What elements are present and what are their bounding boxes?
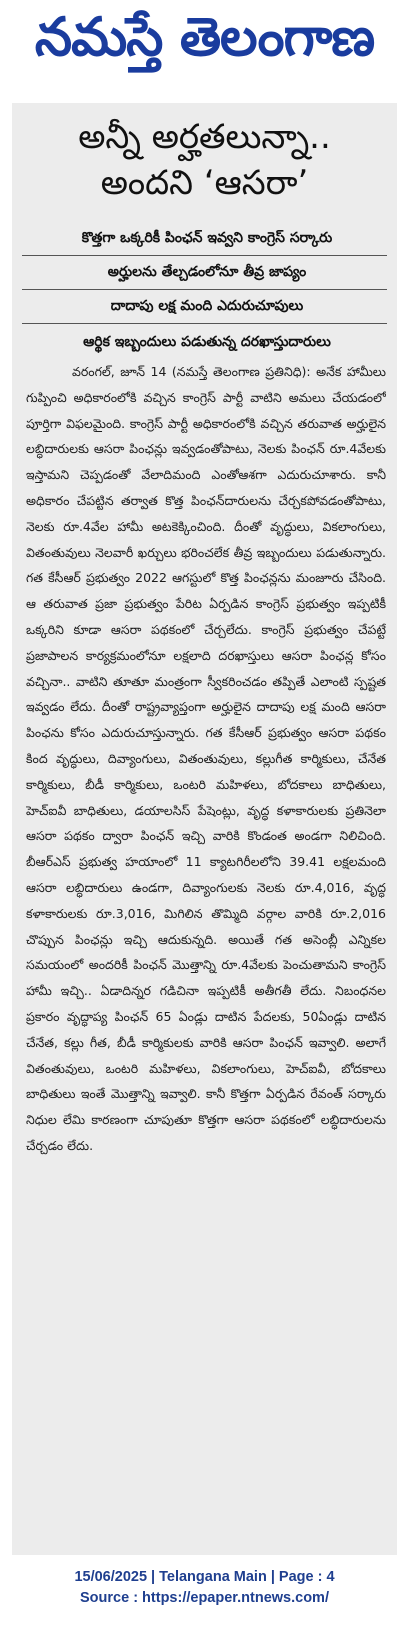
article-body: వరంగల్, జూన్ 14 (నమస్తే తెలంగాణ ప్రతినిధి): అనేక హామీలు గుప్పించి అధికారంలోకి వచ్చిన కాంగ్రెస్ పార్టీ వాటిని అమలు చేయడంలో పూర్తిగా విఫలమైంది. కాంగ్రెస్ పార్టీ అధికారంలోకి వచ్చిన తరువాత అర్హులైన లబ్ధిదారులకు ఆసరా పింఛన్లు ఇవ్వడంతోపాటు, నెలకు పింఛన్ రూ.4వేలకు ఇస్తామని చెప్పడంతో వేలాదిమంది ఎంతోఆశగా ఎదురుచూశారు. కానీ అధికారం చేపట్టిన తర్వాత కొత్త పింఛన్‌దారులను చేర్చకపోవడంతోపాటు, నెలకు రూ.4వేల హామీ అటకెక్కించింది. దీంతో వృద్ధులు, వికలాంగులు, వితంతువులు నెలవారీ ఖర్చులు భరించలేక తీవ్ర ఇబ్బందులు పడుతున్నారు. గత కేసీఆర్ ప్రభుత్వం 2022 ఆగస్టులో కొత్త పింఛన్లను మంజూరు చేసింది. ఆ తరువాత ప్రజా ప్రభుత్వం పేరిట ఏర్పడిన కాంగ్రెస్ ప్రభుత్వం ఇప్పటికీ ఒక్కరిని కూడా ఆసరా పథకంలో చేర్చలేదు. కాంగ్రెస్ ప్రభుత్వం చేపట్టే ప్రజాపాలన కార్యక్రమంలోనూ లక్షలాది దరఖాస్తులు ఆసరా పింఛన్ల కోసం వచ్చినా.. వాటిని తూతూ మంత్రంగా స్వీకరించడం తప్పితే ఎలాంటి స్పష్టత ఇవ్వడం లేదు. దీంతో రాష్ట్రవ్యాప్తంగా అర్హులైన దాదాపు లక్ష మంది ఆసరా పింఛను కోసం ఎదురుచూస్తున్నారు. గత కేసీఆర్ ప్రభుత్వం ఆసరా పథకం కింద వృద్ధులు, దివ్యాంగులు, వితంతువులు, కల్లుగీత కార్మికులు, చేనేత కార్మికులు, బీడీ కార్మికులు, ఒంటరి మహిళలు, బోదకాలు బాధితులు, హెచ్ఐవీ బాధితులు, డయాలసిస్ పేషెంట్లు, వృద్ధ కళాకారులకు ప్రతినెలా ఆసరా పథకం ద్వారా పింఛన్ ఇచ్చి వారికి కొండంత అండగా నిలిచింది. బీఆర్ఎస్ ప్రభుత్వ హయాంలో 11 క్యాటగిరీలలోని 39.41 లక్షలమంది ఆసరా లబ్ధిదారులు ఉండగా, దివ్యాంగులకు నెలకు రూ.4,016, వృద్ధ కళాకారులకు రూ.3,016, మిగిలిన తొమ్మిది వర్గాల వారికి రూ.2,016 చొప్పున పింఛన్లు ఇచ్చి ఆదుకున్నది. అయితే గత అసెంబ్లీ ఎన్నికల సమయంలో అందరికీ పింఛన్ మొత్తాన్ని రూ.4వేలకు పెంచుతామని కాంగ్రెస్ హామీ ఇచ్చి.. ఏడాదిన్నర గడిచినా ఇప్పటికీ అతీగతీ లేదు. నిబంధనల ప్రకారం వృద్ధాప్య పింఛన్ 65 ఏండ్లు దాటిన పేదలకు, 50ఏండ్లు దాటిన చేనేత, కల్లు గీత, బీడీ కార్మికులకు వారికి ఆసరా పింఛన్ ఇవ్వాలి. అలాగే వితంతువులు, ఒంటరి మహిళలు, వికలాంగులు, హెచ్ఐవీ, బోదకాలు బాధితులు ఇంతే మొత్తాన్ని ఇవ్వాలి. కానీ కొత్తగా ఏర్పడిన రేవంత్ సర్కారు నిధుల లేమి కారణంగా చూపుతూ కొత్తగా ఆసరా పథకంలో లబ్ధిదారులను చేర్చడం లేదు. <box>26 364 386 1153</box>
subheading-4: ఆర్థిక ఇబ్బందులు పడుతున్న దరఖాస్తుదారులు <box>83 334 331 350</box>
divider <box>22 255 387 256</box>
article-clipping <box>12 103 397 1555</box>
newspaper-title: నమస్తే తెలంగాణ <box>34 7 375 68</box>
headline-line-2: అందని ‘ఆసరా’ <box>100 163 309 203</box>
divider <box>22 323 387 324</box>
masthead <box>0 0 409 88</box>
footer-source: Source : https://epaper.ntnews.com/ <box>80 1590 329 1606</box>
subheading-1: కొత్తగా ఒక్కరికీ పింఛన్ ఇవ్వని కాంగ్రెస్ సర్కారు <box>81 230 333 246</box>
headline-line-1: అన్నీ అర్హతలున్నా.. <box>78 117 331 157</box>
subheading-3: దాదాపు లక్ష మంది ఎదురుచూపులు <box>110 298 304 314</box>
divider <box>22 289 387 290</box>
footer-date-edition: 15/06/2025 | Telangana Main | Page : 4 <box>74 1569 335 1585</box>
subheading-2: అర్హులను తేల్చడంలోనూ తీవ్ర జాప్యం <box>107 264 307 280</box>
